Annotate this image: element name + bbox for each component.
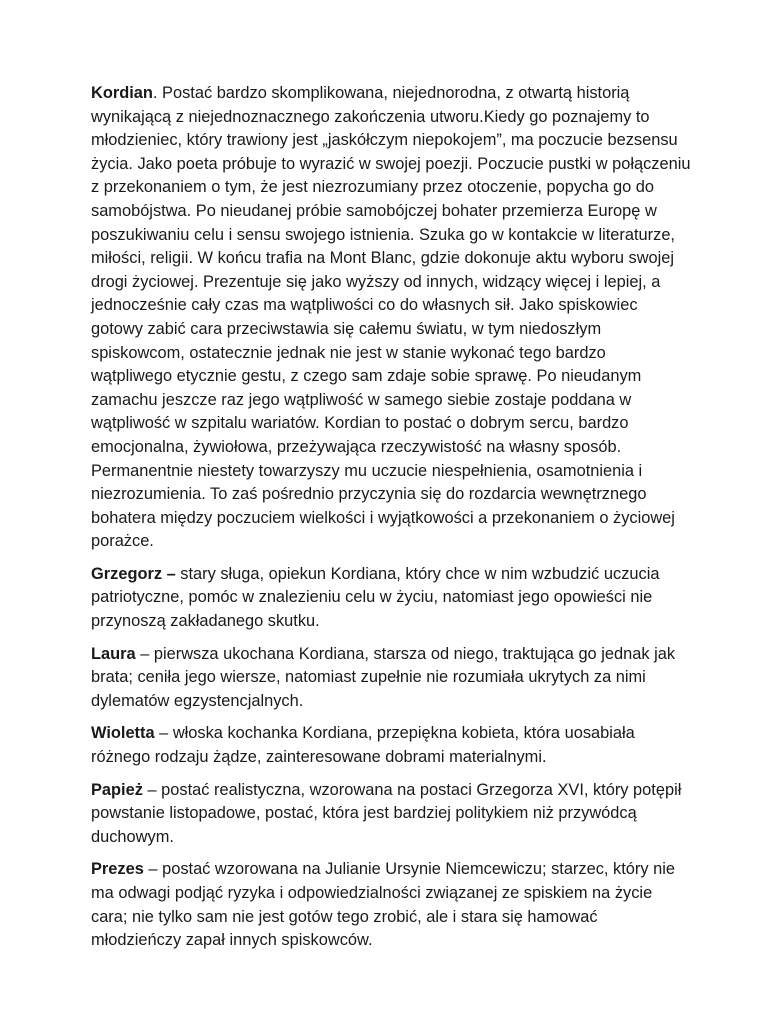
character-description-prezes: – postać wzorowana na Julianie Ursynie Niemcewiczu; starzec, który nie ma odwagi podjąć ryzyka i odpowiedzialności związanej ze spiskiem na życie cara; nie tylko sam nie jest gotów tego zrobić, ale i stara się hamować młodzieńczy zapał innych spiskowców.	[91, 860, 675, 950]
paragraph-prezes	[91, 858, 691, 952]
character-description-papiez: – postać realistyczna, wzorowana na postaci Grzegorza XVI, który potępił powstanie listopadowe, postać, która jest bardziej politykiem niż przywódcą duchowym.	[91, 780, 682, 846]
paragraph-papiez	[91, 779, 691, 850]
paragraph-wioletta	[91, 722, 691, 769]
character-description-kordian: . Postać bardzo skomplikowana, niejednorodna, z otwartą historią wynikającą z niejednoznacznego zakończenia utworu.Kiedy go poznajemy to młodzieniec, który trawiony jest „jaskółczym niepokojem”, ma poczucie bezsensu życia. Jako poeta próbuje to wyrazić w swojej poezji. Poczucie pustki w połączeniu z przekonaniem o tym, że jest niezrozumiany przez otoczenie, popycha go do samobójstwa. Po nieudanej próbie samobójczej bohater przemierza Europę w poszukiwaniu celu i sensu swojego istnienia. Szuka go w kontakcie w literaturze, miłości, religii. W końcu trafia na Mont Blanc, gdzie dokonuje aktu wyboru swojej drogi życiowej. Prezentuje się jako wyższy od innych, widzący więcej i lepiej, a jednocześnie cały czas ma wątpliwości co do własnych sił. Jako spiskowiec gotowy zabić cara przeciwstawia się całemu światu, w tym niedoszłym spiskowcom, ostatecznie jednak nie jest w stanie wykonać tego bardzo wątpliwego etycznie gestu, z czego sam zdaje sobie sprawę. Po nieudanym zamachu jeszcze raz jego wątpliwość w samego siebie zostaje poddana w wątpliwość w szpitalu wariatów. Kordian to postać o dobrym sercu, bardzo emocjonalna, żywiołowa, przeżywająca rzeczywistość na własny sposób. Permanentnie niestety towarzyszy mu uczucie niespełnienia, osamotnienia i niezrozumienia. To zaś pośrednio przyczynia się do rozdarcia wewnętrznego bohatera między poczuciem wielkości i wyjątkowości a przekonaniem o życiowej porażce.	[91, 84, 691, 551]
character-description-grzegorz: stary sługa, opiekun Kordiana, który chce w nim wzbudzić uczucia patriotyczne, pomóc w znalezieniu celu w życiu, natomiast jego opowieści nie przynoszą zakładanego skutku.	[91, 564, 660, 631]
character-name-papiez: Papież	[91, 780, 143, 799]
paragraph-laura	[91, 643, 691, 714]
character-name-kordian: Kordian	[91, 84, 153, 102]
character-name-wioletta: Wioletta	[91, 724, 155, 743]
character-description-wioletta: – włoska kochanka Kordiana, przepiękna kobieta, która uosabiała różnego rodzaju żądze, zainteresowane dobrami materialnymi.	[91, 724, 635, 767]
character-name-grzegorz: Grzegorz –	[91, 564, 176, 583]
character-description-laura: – pierwsza ukochana Kordiana, starsza od niego, traktująca go jednak jak brata; ceniła jego wiersze, natomiast zupełnie nie rozumiała ukrytych za nimi dylematów egzystencjalnych.	[91, 644, 676, 710]
character-name-prezes: Prezes	[91, 860, 144, 879]
paragraph-kordian	[91, 82, 691, 554]
character-name-laura: Laura	[91, 644, 136, 663]
document-page	[91, 82, 691, 962]
paragraph-grzegorz	[91, 563, 691, 634]
